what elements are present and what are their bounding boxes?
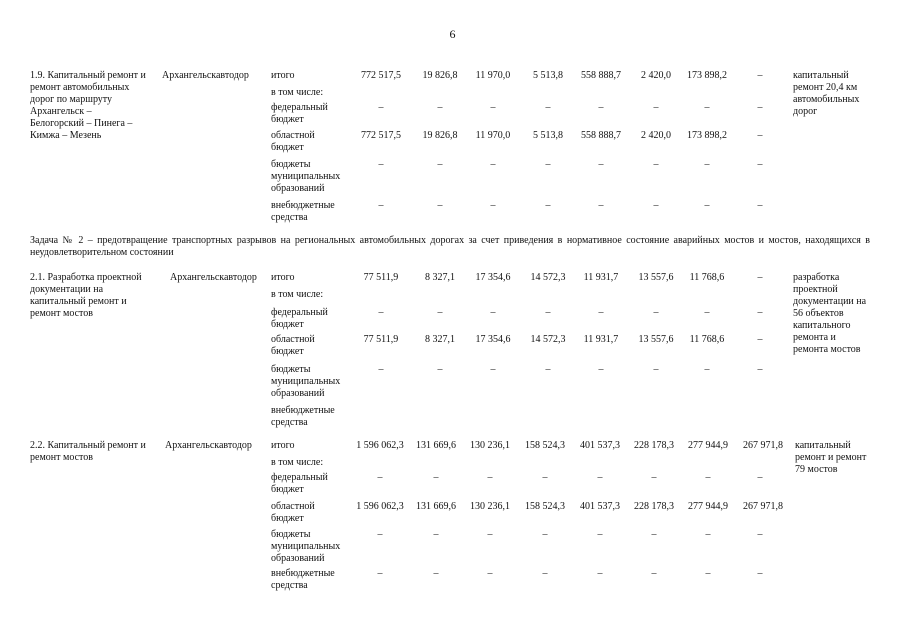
- value-cell: –: [651, 472, 657, 483]
- value-cell: 131 669,6: [416, 440, 456, 451]
- value-cell: 8 327,1: [425, 272, 455, 283]
- value-cell: –: [757, 334, 763, 345]
- value-cell: –: [377, 568, 383, 579]
- value-cell: –: [704, 364, 710, 375]
- value-cell: –: [597, 472, 603, 483]
- value-cell: 228 178,3: [634, 440, 674, 451]
- value-cell: –: [377, 529, 383, 540]
- value-cell: 77 511,9: [363, 334, 399, 345]
- value-cell: –: [705, 472, 711, 483]
- value-cell: 11 768,6: [689, 334, 725, 345]
- value-cell: –: [653, 102, 659, 113]
- value-cell: –: [757, 568, 763, 579]
- value-cell: –: [704, 102, 710, 113]
- row-label-total: итого: [271, 440, 295, 451]
- value-cell: –: [437, 307, 443, 318]
- value-cell: –: [704, 307, 710, 318]
- value-cell: 267 971,8: [743, 501, 783, 512]
- row-label-extrabudget: внебюджетные средства: [271, 405, 335, 428]
- value-cell: –: [757, 159, 763, 170]
- value-cell: 11 931,7: [583, 334, 619, 345]
- value-cell: –: [490, 364, 496, 375]
- value-cell: 17 354,6: [475, 334, 511, 345]
- value-cell: –: [487, 568, 493, 579]
- value-cell: 5 513,8: [533, 70, 563, 81]
- item-result: разработка проектной документации на 56 объектов капитального ремонта и ремонта мостов: [793, 272, 867, 355]
- value-cell: –: [757, 200, 763, 211]
- row-label-total: итого: [271, 70, 295, 81]
- value-cell: –: [653, 159, 659, 170]
- value-cell: 14 572,3: [530, 334, 566, 345]
- value-cell: –: [433, 529, 439, 540]
- value-cell: –: [490, 159, 496, 170]
- task-2-heading: Задача № 2 – предотвращение транспортных разрывов на региональных автомобильных дорогах за счет приведения в нормативное состояние аварийных мостов и мостов, находящихся в неудовлетворительном состоянии: [30, 235, 870, 258]
- item-executor: Архангельскавтодор: [170, 272, 257, 283]
- value-cell: –: [757, 472, 763, 483]
- row-label-municipal: бюджеты муниципальных образований: [271, 364, 341, 399]
- value-cell: 1 596 062,3: [356, 501, 404, 512]
- value-cell: –: [704, 159, 710, 170]
- value-cell: –: [757, 529, 763, 540]
- row-label-extrabudget: внебюджетные средства: [271, 200, 335, 223]
- page-number: 6: [449, 27, 456, 41]
- value-cell: –: [598, 307, 604, 318]
- value-cell: 17 354,6: [475, 272, 511, 283]
- value-cell: –: [598, 200, 604, 211]
- value-cell: –: [542, 568, 548, 579]
- row-label-municipal: бюджеты муниципальных образований: [271, 529, 341, 564]
- row-label-federal: федеральный бюджет: [271, 472, 328, 495]
- value-cell: –: [490, 200, 496, 211]
- value-cell: 173 898,2: [687, 130, 727, 141]
- value-cell: –: [433, 568, 439, 579]
- value-cell: 130 236,1: [470, 440, 510, 451]
- value-cell: –: [378, 200, 384, 211]
- value-cell: –: [545, 364, 551, 375]
- value-cell: –: [542, 529, 548, 540]
- value-cell: –: [757, 102, 763, 113]
- item-result: капитальный ремонт 20,4 км автомобильных дорог: [793, 70, 860, 117]
- value-cell: –: [545, 200, 551, 211]
- value-cell: 11 970,0: [475, 70, 511, 81]
- value-cell: –: [651, 568, 657, 579]
- value-cell: 772 517,5: [361, 70, 401, 81]
- item-executor: Архангельскавтодор: [162, 70, 249, 81]
- value-cell: –: [377, 472, 383, 483]
- item-executor: Архангельскавтодор: [165, 440, 252, 451]
- row-label-regional: областной бюджет: [271, 334, 315, 357]
- row-label-extrabudget: внебюджетные средства: [271, 568, 335, 591]
- value-cell: 277 944,9: [688, 501, 728, 512]
- value-cell: –: [757, 130, 763, 141]
- value-cell: –: [378, 159, 384, 170]
- value-cell: 13 557,6: [638, 334, 674, 345]
- value-cell: –: [653, 364, 659, 375]
- value-cell: 158 524,3: [525, 501, 565, 512]
- value-cell: –: [542, 472, 548, 483]
- value-cell: 13 557,6: [638, 272, 674, 283]
- value-cell: 130 236,1: [470, 501, 510, 512]
- item-title: 1.9. Капитальный ремонт и ремонт автомобильных дорог по маршруту Архангельск – Белогорский – Пинега – Кимжа – Мезень: [30, 70, 146, 141]
- value-cell: –: [545, 159, 551, 170]
- value-cell: –: [597, 529, 603, 540]
- item-title: 2.2. Капитальный ремонт и ремонт мостов: [30, 440, 146, 463]
- value-cell: 11 931,7: [583, 272, 619, 283]
- value-cell: 11 768,6: [689, 272, 725, 283]
- value-cell: –: [437, 200, 443, 211]
- row-label-including: в том числе:: [271, 87, 324, 98]
- value-cell: –: [437, 159, 443, 170]
- value-cell: –: [598, 364, 604, 375]
- row-label-regional: областной бюджет: [271, 130, 315, 153]
- row-label-including: в том числе:: [271, 457, 324, 468]
- value-cell: –: [378, 364, 384, 375]
- value-cell: 131 669,6: [416, 501, 456, 512]
- row-label-municipal: бюджеты муниципальных образований: [271, 159, 341, 194]
- item-result: капитальный ремонт и ремонт 79 мостов: [795, 440, 867, 475]
- value-cell: 401 537,3: [580, 501, 620, 512]
- value-cell: 2 420,0: [641, 70, 671, 81]
- value-cell: –: [545, 307, 551, 318]
- row-label-federal: федеральный бюджет: [271, 102, 328, 125]
- value-cell: 77 511,9: [363, 272, 399, 283]
- value-cell: –: [653, 307, 659, 318]
- value-cell: 8 327,1: [425, 334, 455, 345]
- value-cell: –: [598, 159, 604, 170]
- item-title: 2.1. Разработка проектной документации на капитальный ремонт и ремонт мостов: [30, 272, 142, 319]
- value-cell: 277 944,9: [688, 440, 728, 451]
- value-cell: –: [437, 364, 443, 375]
- value-cell: 173 898,2: [687, 70, 727, 81]
- value-cell: 5 513,8: [533, 130, 563, 141]
- value-cell: 2 420,0: [641, 130, 671, 141]
- value-cell: –: [597, 568, 603, 579]
- value-cell: –: [653, 200, 659, 211]
- value-cell: –: [757, 70, 763, 81]
- value-cell: 11 970,0: [475, 130, 511, 141]
- value-cell: –: [705, 568, 711, 579]
- value-cell: –: [704, 200, 710, 211]
- value-cell: –: [490, 307, 496, 318]
- value-cell: 772 517,5: [361, 130, 401, 141]
- value-cell: 14 572,3: [530, 272, 566, 283]
- value-cell: 158 524,3: [525, 440, 565, 451]
- value-cell: –: [487, 472, 493, 483]
- value-cell: –: [437, 102, 443, 113]
- row-label-including: в том числе:: [271, 289, 324, 300]
- value-cell: 558 888,7: [581, 70, 621, 81]
- value-cell: –: [490, 102, 496, 113]
- value-cell: –: [378, 102, 384, 113]
- value-cell: –: [705, 529, 711, 540]
- value-cell: –: [651, 529, 657, 540]
- value-cell: 267 971,8: [743, 440, 783, 451]
- value-cell: 19 826,8: [422, 130, 458, 141]
- value-cell: –: [378, 307, 384, 318]
- value-cell: 19 826,8: [422, 70, 458, 81]
- value-cell: 1 596 062,3: [356, 440, 404, 451]
- row-label-regional: областной бюджет: [271, 501, 315, 524]
- value-cell: –: [757, 272, 763, 283]
- row-label-federal: федеральный бюджет: [271, 307, 328, 330]
- value-cell: –: [545, 102, 551, 113]
- value-cell: 558 888,7: [581, 130, 621, 141]
- value-cell: –: [487, 529, 493, 540]
- value-cell: –: [598, 102, 604, 113]
- row-label-total: итого: [271, 272, 295, 283]
- value-cell: –: [433, 472, 439, 483]
- value-cell: 228 178,3: [634, 501, 674, 512]
- value-cell: 401 537,3: [580, 440, 620, 451]
- value-cell: –: [757, 364, 763, 375]
- value-cell: –: [757, 307, 763, 318]
